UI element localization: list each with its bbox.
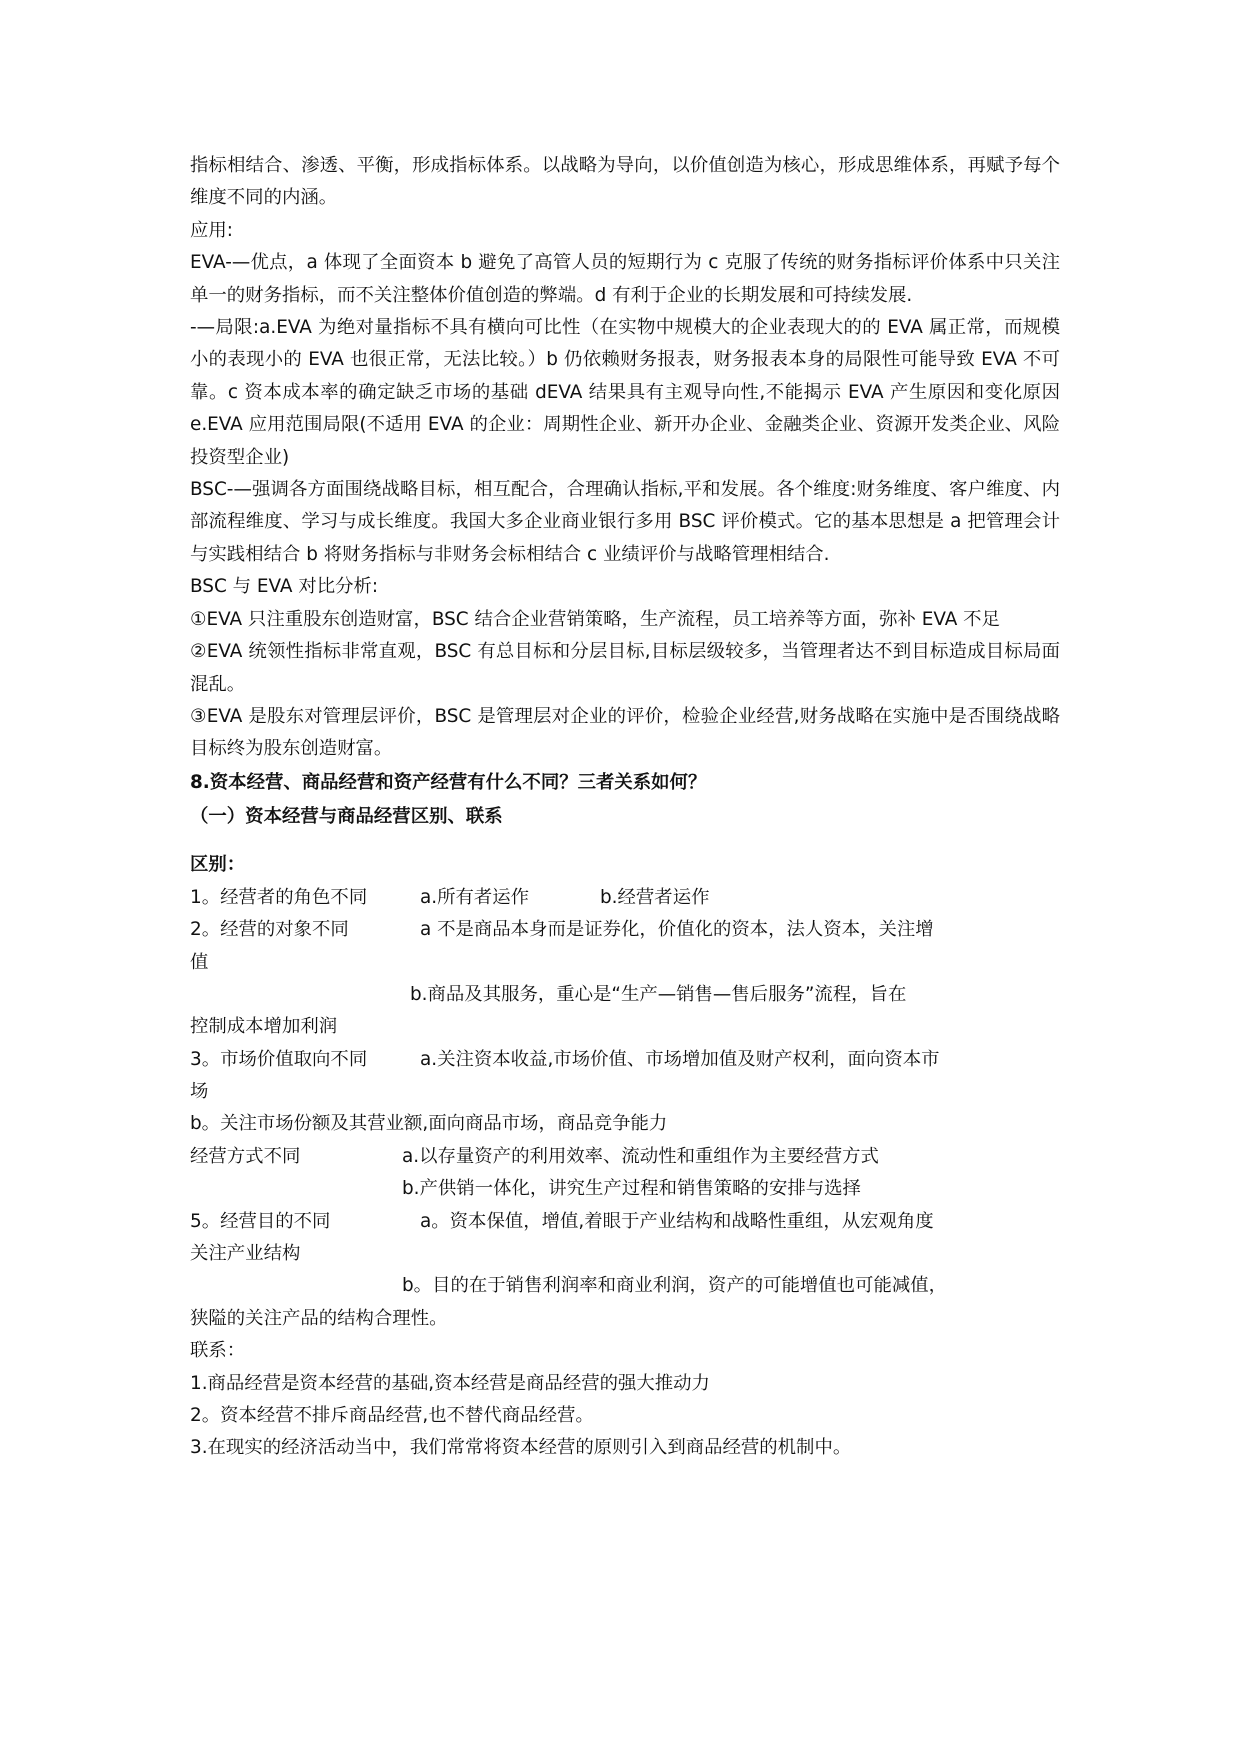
relation-item-1: 1.商品经营是资本经营的基础,资本经营是商品经营的强大推动力 [190,1372,710,1394]
difference-2-a-cont: 值 [190,951,209,973]
relation-item-2: 2。资本经营不排斥商品经营,也不替代商品经营。 [190,1405,594,1426]
difference-4-b: b.产供销一体化，讲究生产过程和销售策略的安排与选择 [402,1178,861,1200]
difference-row-4 [190,1141,1060,1173]
relation-heading: 联系： [190,1340,246,1362]
difference-row-5b [190,1270,1060,1302]
difference-4-label: 经营方式不同 [190,1145,301,1167]
difference-row-5b-cont [190,1303,1060,1335]
difference-row-5 [190,1206,1060,1238]
difference-row-2-cont [190,947,1060,979]
paragraph-comparison-3: ③EVA 是股东对管理层评价，BSC 是管理层对企业的评价，检验企业经营,财务战略在实施中是否围绕战略目标终为股东创造财富。 [190,705,1060,760]
paragraph-intro: 指标相结合、渗透、平衡，形成指标体系。以战略为导向，以价值创造为核心，形成思维体系，再赋予每个维度不同的内涵。 [190,155,1060,209]
document-page [190,150,1060,1465]
difference-row-2 [190,914,1060,946]
difference-2-b-cont: 控制成本增加利润 [190,1016,338,1038]
difference-row-4b [190,1173,1060,1205]
difference-3-a: a.关注资本收益,市场价值、市场增加值及财产权利，面向资本市 [420,1048,940,1070]
difference-row-3 [190,1044,1060,1076]
difference-heading: 区别： [190,853,246,875]
difference-5-b-cont: 狭隘的关注产品的结构合理性。 [190,1307,448,1329]
difference-2-a: a 不是商品本身而是证券化，价值化的资本，法人资本，关注增 [420,919,934,941]
relation-item-3: 3.在现实的经济活动当中，我们常常将资本经营的原则引入到商品经营的机制中。 [190,1437,852,1459]
difference-row-5-cont [190,1238,1060,1270]
paragraph-eva-advantages: EVA-—优点，a 体现了全面资本 b 避免了高管人员的短期行为 c 克服了传统的财务指标评价体系中只关注单一的财务指标，而不关注整体价值创造的弊端。d 有利于企业的长期发展和可持续发展. [190,252,1060,306]
difference-3-label: 3。市场价值取向不同 [190,1048,368,1070]
paragraph-comparison-title: BSC 与 EVA 对比分析: [190,576,379,598]
difference-1-label: 1。经营者的角色不同 [190,886,368,908]
paragraph-application-label: 应用: [190,219,233,241]
difference-2-b: b.商品及其服务，重心是“生产—销售—售后服务”流程，旨在 [410,983,907,1005]
difference-row-3b [190,1108,1060,1140]
question-8-heading: 8.资本经营、商品经营和资产经营有什么不同？三者关系如何？ [190,771,707,793]
section-1-heading: （一）资本经营与商品经营区别、联系 [190,805,503,827]
difference-row-2b [190,979,1060,1011]
difference-5-label: 5。经营目的不同 [190,1210,331,1232]
difference-1-a: a.所有者运作 [420,886,530,908]
difference-2-label: 2。经营的对象不同 [190,919,349,941]
difference-row-3-cont [190,1076,1060,1108]
difference-row-2b-cont [190,1011,1060,1043]
difference-5-b: b。目的在于销售利润率和商业利润，资产的可能增值也可能减值， [402,1275,948,1297]
difference-3-b: b。关注市场份额及其营业额,面向商品市场，商品竞争能力 [190,1113,668,1135]
difference-5-a: a。资本保值，增值,着眼于产业结构和战略性重组，从宏观角度 [420,1210,934,1232]
difference-4-a: a.以存量资产的利用效率、流动性和重组作为主要经营方式 [402,1145,879,1167]
paragraph-comparison-1: ①EVA 只注重股东创造财富，BSC 结合企业营销策略，生产流程，员工培养等方面，弥补 EVA 不足 [190,608,1000,630]
paragraph-comparison-2: ②EVA 统领性指标非常直观，BSC 有总目标和分层目标,目标层级较多，当管理者达不到目标造成目标局面混乱。 [190,641,1060,695]
difference-row-1 [190,882,1060,914]
paragraph-eva-limitations: -—局限:a.EVA 为绝对量指标不具有横向可比性（在实物中规模大的企业表现大的的 EVA 属正常，而规模小的表现小的 EVA 也很正常，无法比较。）b 仍依赖财务报表，财务报表本身的局限性可能导致 EVA 不可靠。c 资本成本率的确定缺乏市场的基础 dEVA 结果具有主观导向性,不能揭示 EVA 产生原因和变化原因 e.EVA 应用范围局限(不适用 EVA 的企业：周期性企业、新开办企业、金融类企业、资源开发类企业、风险投资型企业) [190,317,1060,468]
paragraph-bsc: BSC-—强调各方面围绕战略目标，相互配合，合理确认指标,平和发展。各个维度:财务维度、客户维度、内部流程维度、学习与成长维度。我国大多企业商业银行多用 BSC 评价模式。它的基本思想是 a 把管理会计与实践相结合 b 将财务指标与非财务会标相结合 c 业绩评价与战略管理相结合. [190,479,1060,565]
difference-5-a-cont: 关注产业结构 [190,1243,301,1265]
difference-3-a-cont: 场 [190,1081,209,1103]
difference-1-b: b.经营者运作 [600,886,710,908]
